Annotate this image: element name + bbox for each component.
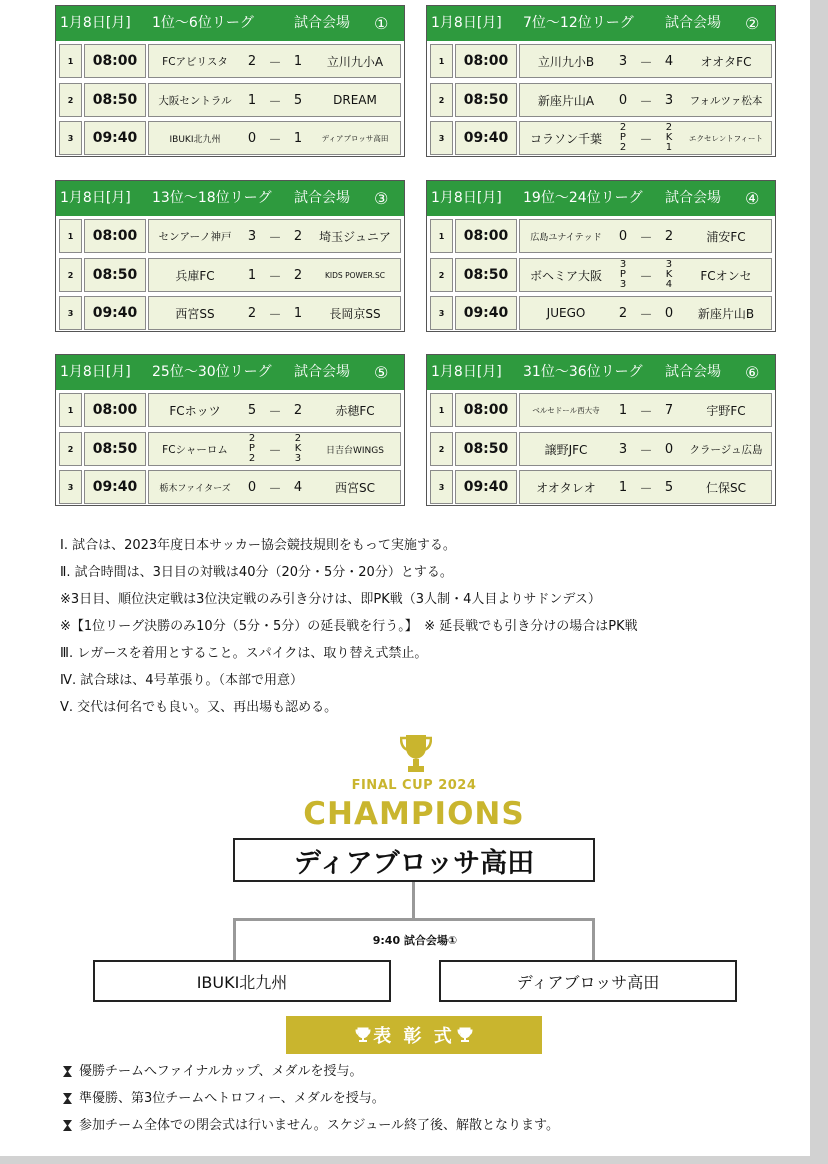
venue-number: ⑥: [745, 363, 760, 382]
home-team: 譲野JFC: [544, 442, 588, 457]
note-line: [62, 1085, 802, 1112]
match-row: [56, 430, 404, 468]
match-row: [427, 256, 775, 294]
away-team: 立川九小A: [326, 54, 384, 69]
league-name: 31位～36位リーグ: [523, 364, 643, 380]
match-result: [148, 219, 401, 253]
away-score: 3 K 4: [665, 259, 673, 290]
home-team: センアーノ神戸: [158, 230, 232, 243]
champions-label: CHAMPIONS: [303, 796, 525, 832]
match-row: [56, 256, 404, 294]
home-team: オオタレオ: [536, 480, 596, 495]
kickoff-time: 08:00: [455, 393, 517, 427]
ceremony-notes: [62, 1058, 802, 1139]
venue-label: 試合会場: [294, 364, 350, 380]
match-row: [56, 81, 404, 119]
note-line: [62, 1112, 802, 1139]
match-number: 3: [430, 470, 453, 504]
venue-label: 試合会場: [665, 190, 721, 206]
league-header: [427, 355, 775, 390]
home-score: 2: [247, 305, 257, 321]
away-team: ディアブロッサ高田: [321, 133, 389, 143]
away-team: エクセレントフィート: [689, 133, 763, 143]
match-row: [56, 217, 404, 255]
league-header: [56, 355, 404, 390]
away-team: KIDS POWER.SC: [325, 270, 385, 280]
away-team: DREAM: [333, 93, 377, 107]
match-result: [148, 83, 401, 117]
match-row: [427, 42, 775, 80]
home-team: IBUKI北九州: [169, 134, 221, 145]
away-score: 2: [293, 402, 303, 418]
bracket-line: [412, 882, 415, 920]
hourglass-icon: [62, 1092, 73, 1105]
home-team: 兵庫FC: [175, 268, 215, 283]
away-score: 1: [293, 53, 303, 69]
match-row: [427, 119, 775, 157]
match-result: [519, 83, 772, 117]
home-team: 新座片山A: [537, 93, 595, 108]
league-table: [426, 180, 776, 332]
match-row: [427, 430, 775, 468]
venue-number: ①: [374, 14, 389, 33]
match-result: [519, 44, 772, 78]
away-score: 3: [664, 92, 674, 108]
league-header: [427, 6, 775, 41]
home-team: 広島ユナイテッド: [530, 232, 602, 243]
home-team: FCアビリスタ: [162, 55, 228, 68]
bracket-line: [233, 918, 595, 921]
away-score: 4: [293, 479, 303, 495]
note-line: [62, 1058, 802, 1085]
match-result: [148, 258, 401, 292]
match-number: 3: [430, 296, 453, 330]
league-date: 1月8日[月]: [60, 15, 131, 31]
kickoff-time: 09:40: [84, 121, 146, 155]
away-score: 7: [664, 402, 674, 418]
score-dash: －: [639, 94, 653, 110]
kickoff-time: 08:50: [455, 432, 517, 466]
league-name: 13位～18位リーグ: [152, 190, 272, 206]
away-score: 2: [293, 228, 303, 244]
home-score: 0: [247, 479, 257, 495]
away-score: 5: [664, 479, 674, 495]
kickoff-time: 08:00: [84, 393, 146, 427]
home-score: 0: [247, 130, 257, 146]
away-team: FCオンセ: [700, 268, 752, 283]
match-number: 2: [430, 83, 453, 117]
ceremony-title: 表 彰 式: [373, 1026, 455, 1047]
score-dash: －: [268, 404, 282, 420]
league-header: [56, 6, 404, 41]
venue-label: 試合会場: [665, 15, 721, 31]
match-row: [56, 391, 404, 429]
match-result: [519, 432, 772, 466]
home-score: 0: [618, 92, 628, 108]
rule-line: Ⅳ. 試合球は、4号革張り。（本部で用意）: [60, 673, 304, 688]
match-number: 1: [430, 44, 453, 78]
kickoff-time: 08:00: [84, 44, 146, 78]
kickoff-time: 08:00: [455, 44, 517, 78]
match-row: [427, 81, 775, 119]
rule-line: Ⅲ. レガースを着用とすること。スパイクは、取り替え式禁止。: [60, 646, 428, 661]
note-text: 参加チーム全体での閉会式は行いません。スケジュール終了後、解散となります。: [79, 1118, 559, 1133]
match-row: [56, 119, 404, 157]
home-team: コラソン千葉: [529, 131, 602, 146]
score-dash: －: [268, 55, 282, 71]
match-result: [519, 121, 772, 155]
match-number: 3: [59, 470, 82, 504]
away-score: 1: [293, 305, 303, 321]
home-score: 1: [247, 92, 257, 108]
score-dash: －: [268, 443, 282, 459]
rule-line: Ⅰ. 試合は、2023年度日本サッカー協会競技規則をもって実施する。: [60, 538, 456, 553]
match-result: [148, 44, 401, 78]
away-team: 赤穂FC: [335, 403, 375, 418]
score-dash: －: [268, 481, 282, 497]
home-team: FCシャーロム: [162, 443, 228, 456]
league-table: [426, 354, 776, 506]
league-date: 1月8日[月]: [60, 190, 131, 206]
page-frame-bottom: [0, 1156, 828, 1164]
ceremony-banner: [286, 1016, 542, 1054]
match-number: 1: [430, 219, 453, 253]
away-score: 0: [664, 305, 674, 321]
away-team: 浦安FC: [706, 229, 746, 244]
kickoff-time: 08:50: [84, 83, 146, 117]
match-number: 3: [430, 121, 453, 155]
note-text: 準優勝、第3位チームへトロフィー、メダルを授与。: [79, 1091, 385, 1106]
match-result: [148, 393, 401, 427]
away-score: 2 K 3: [294, 433, 302, 464]
away-team: オオタFC: [700, 54, 752, 69]
league-name: 1位～6位リーグ: [152, 15, 254, 31]
rule-line: ※3日目、順位決定戦は3位決定戦のみ引き分けは、即PK戦（3人制・4人目よりサドンデス）: [60, 592, 601, 607]
away-team: 宇野FC: [706, 403, 746, 418]
away-team: 新座片山B: [697, 306, 755, 321]
home-score: 2: [247, 53, 257, 69]
match-number: 1: [59, 219, 82, 253]
away-score: 4: [664, 53, 674, 69]
score-dash: －: [639, 307, 653, 323]
home-team: 西宮SS: [175, 306, 215, 321]
home-team: JUEGO: [546, 306, 586, 320]
finalist-left-box: IBUKI北九州: [93, 960, 391, 1002]
league-name: 7位～12位リーグ: [523, 15, 634, 31]
league-date: 1月8日[月]: [431, 364, 502, 380]
home-score: 1: [618, 479, 628, 495]
match-row: [56, 42, 404, 80]
hourglass-icon: [62, 1119, 73, 1132]
kickoff-time: 09:40: [455, 121, 517, 155]
kickoff-time: 09:40: [455, 470, 517, 504]
note-text: 優勝チームへファイナルカップ、メダルを授与。: [79, 1064, 363, 1079]
away-score: 0: [664, 441, 674, 457]
match-result: [519, 258, 772, 292]
score-dash: －: [639, 132, 653, 148]
league-header: [56, 181, 404, 216]
score-dash: －: [268, 230, 282, 246]
home-score: 3: [618, 53, 628, 69]
away-score: 5: [293, 92, 303, 108]
away-score: 2 K 1: [665, 122, 673, 153]
trophy-icon: [355, 1027, 371, 1043]
away-team: クラージュ広島: [689, 443, 763, 456]
home-score: 1: [618, 402, 628, 418]
champion-team-box: ディアブロッサ高田: [233, 838, 595, 882]
home-score: 2: [618, 305, 628, 321]
home-score: 2 P 2: [248, 433, 256, 464]
match-result: [519, 470, 772, 504]
venue-number: ④: [745, 189, 760, 208]
score-dash: －: [268, 307, 282, 323]
league-header: [427, 181, 775, 216]
rule-line: ※【1位リーグ決勝のみ10分（5分・5分）の延長戦を行う。】 ※ 延長戦でも引き分けの場合はPK戦: [60, 619, 638, 634]
league-name: 25位～30位リーグ: [152, 364, 272, 380]
match-row: [427, 391, 775, 429]
home-score: 2 P 2: [619, 122, 627, 153]
bracket-line: [592, 918, 595, 962]
away-team: 長岡京SS: [329, 306, 381, 321]
away-team: フォルツァ松本: [689, 94, 763, 107]
venue-number: ③: [374, 189, 389, 208]
match-number: 3: [59, 121, 82, 155]
home-team: 大阪セントラル: [158, 94, 232, 107]
match-result: [519, 296, 772, 330]
score-dash: －: [268, 269, 282, 285]
rule-line: Ⅱ. 試合時間は、3日目の対戦は40分（20分・5分・20分）とする。: [60, 565, 453, 580]
kickoff-time: 08:50: [455, 83, 517, 117]
home-score: 3: [247, 228, 257, 244]
match-number: 2: [59, 258, 82, 292]
match-row: [56, 294, 404, 332]
match-result: [519, 393, 772, 427]
league-table: [55, 5, 405, 157]
kickoff-time: 09:40: [84, 470, 146, 504]
match-result: [148, 470, 401, 504]
home-team: 立川九小B: [537, 54, 595, 69]
match-result: [148, 432, 401, 466]
score-dash: －: [268, 94, 282, 110]
home-score: 3: [618, 441, 628, 457]
kickoff-time: 08:50: [455, 258, 517, 292]
home-team: ベルセドール西大寺: [532, 405, 600, 415]
match-number: 2: [430, 432, 453, 466]
match-result: [148, 121, 401, 155]
venue-label: 試合会場: [665, 364, 721, 380]
league-table: [55, 180, 405, 332]
home-score: 3 P 3: [619, 259, 627, 290]
away-score: 2: [664, 228, 674, 244]
match-number: 1: [59, 393, 82, 427]
away-team: 西宮SC: [335, 480, 375, 495]
away-team: 埼玉ジュニア: [319, 229, 391, 244]
venue-number: ②: [745, 14, 760, 33]
score-dash: －: [639, 443, 653, 459]
hourglass-icon: [62, 1065, 73, 1078]
final-cup-label: FINAL CUP 2024: [351, 778, 477, 793]
match-number: 3: [59, 296, 82, 330]
league-name: 19位～24位リーグ: [523, 190, 643, 206]
venue-label: 試合会場: [294, 15, 350, 31]
score-dash: －: [639, 55, 653, 71]
match-row: [427, 468, 775, 506]
match-row: [427, 294, 775, 332]
kickoff-time: 08:00: [84, 219, 146, 253]
away-team: 日吉台WINGS: [326, 445, 384, 456]
score-dash: －: [639, 481, 653, 497]
home-team: FCホッツ: [169, 403, 221, 418]
kickoff-time: 09:40: [455, 296, 517, 330]
kickoff-time: 08:50: [84, 432, 146, 466]
home-team: ボヘミア大阪: [529, 268, 602, 283]
league-table: [55, 354, 405, 506]
rules-section: [60, 532, 800, 721]
match-result: [148, 296, 401, 330]
match-number: 2: [59, 83, 82, 117]
venue-label: 試合会場: [294, 190, 350, 206]
league-date: 1月8日[月]: [431, 15, 502, 31]
trophy-icon: [457, 1027, 473, 1043]
away-score: 1: [293, 130, 303, 146]
kickoff-time: 08:00: [455, 219, 517, 253]
trophy-icon: [400, 733, 432, 775]
page-frame-right: [810, 0, 828, 1164]
home-score: 5: [247, 402, 257, 418]
match-number: 2: [59, 432, 82, 466]
away-score: 2: [293, 267, 303, 283]
kickoff-time: 09:40: [84, 296, 146, 330]
score-dash: －: [268, 132, 282, 148]
home-score: 0: [618, 228, 628, 244]
rule-line: Ⅴ. 交代は何名でも良い。又、再出場も認める。: [60, 700, 338, 715]
match-row: [427, 217, 775, 255]
score-dash: －: [639, 404, 653, 420]
match-number: 1: [430, 393, 453, 427]
kickoff-time: 08:50: [84, 258, 146, 292]
league-date: 1月8日[月]: [431, 190, 502, 206]
match-result: [519, 219, 772, 253]
match-number: 2: [430, 258, 453, 292]
away-team: 仁保SC: [706, 480, 746, 495]
venue-number: ⑤: [374, 363, 389, 382]
match-number: 1: [59, 44, 82, 78]
score-dash: －: [639, 269, 653, 285]
match-row: [56, 468, 404, 506]
home-score: 1: [247, 267, 257, 283]
league-date: 1月8日[月]: [60, 364, 131, 380]
finalist-right-box: ディアブロッサ高田: [439, 960, 737, 1002]
bracket-line: [233, 918, 236, 962]
score-dash: －: [639, 230, 653, 246]
league-table: [426, 5, 776, 157]
home-team: 栃木ファイターズ: [159, 483, 231, 494]
final-match-info: 9:40 試合会場①: [372, 934, 458, 947]
